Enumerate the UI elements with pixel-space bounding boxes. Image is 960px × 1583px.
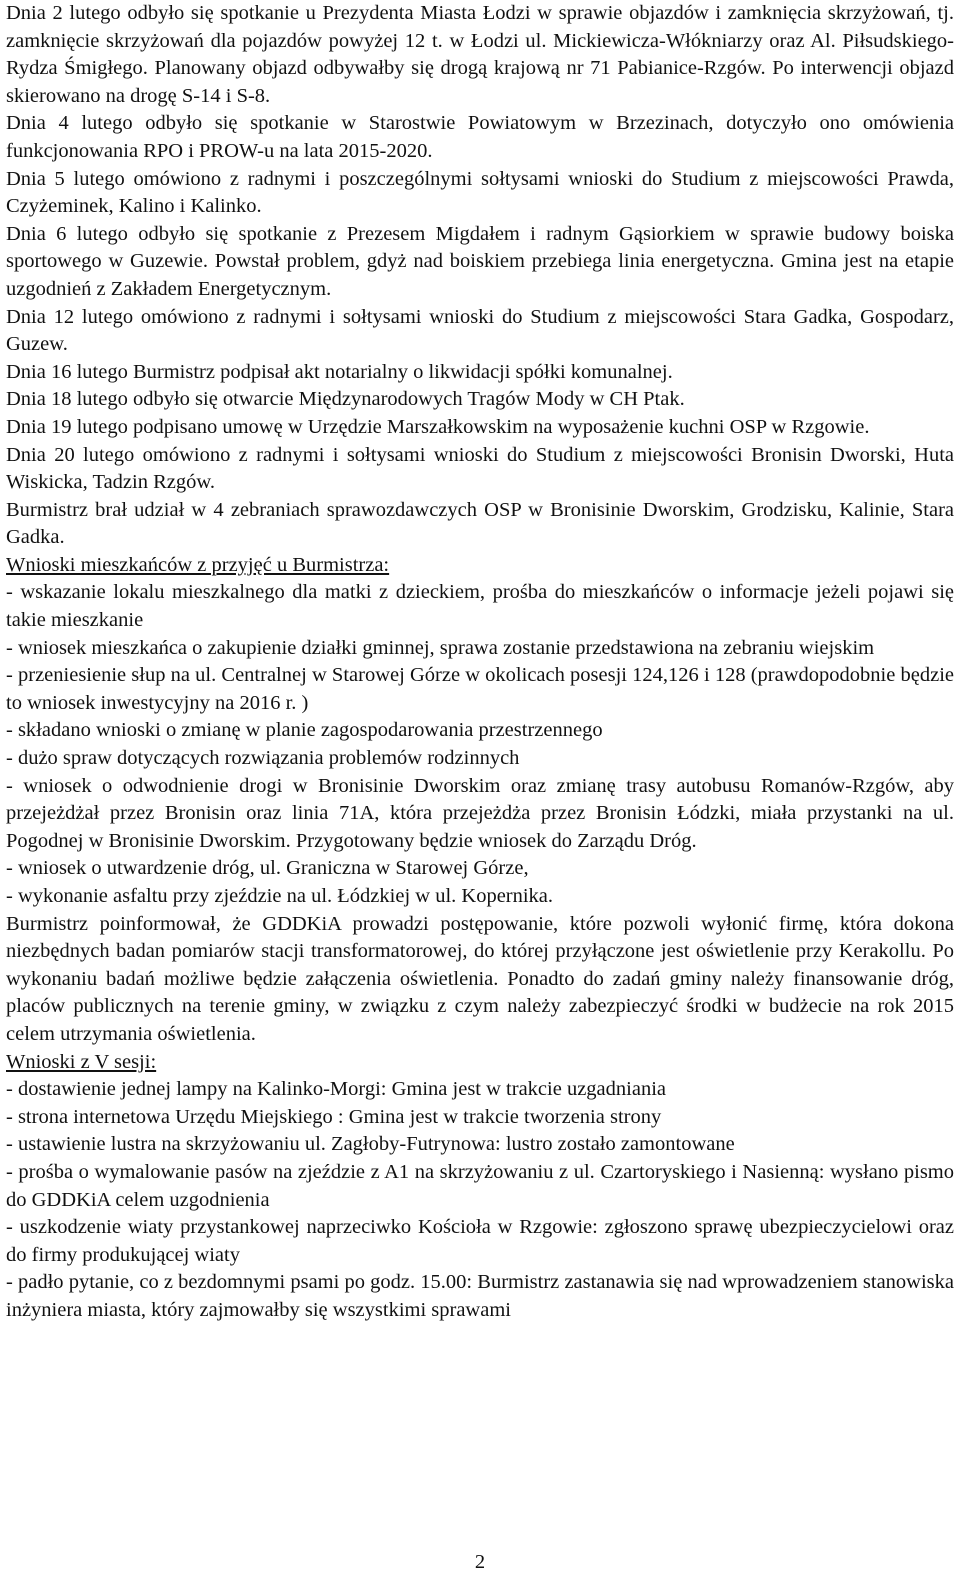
paragraph: Dnia 6 lutego odbyło się spotkanie z Prezesem Migdałem i radnym Gąsiorkiem w sprawie budowy boiska sportowego w Guzewie. Powstał problem, gdyż nad boiskiem przebiega linia energetyczna. Gmina jest na etapie uzgodnień z Zakładem Energetycznym. [6, 222, 954, 300]
list-item: - wykonanie asfaltu przy zjeździe na ul. Łódzkiej w ul. Kopernika. [6, 885, 554, 907]
paragraph: Dnia 12 lutego omówiono z radnymi i sołtysami wnioski do Studium z miejscowości Stara Gadka, Gospodarz, Guzew. [6, 305, 954, 356]
list-item: - wniosek o odwodnienie drogi w Bronisinie Dworskim oraz zmianę trasy autobusu Romanów-Rzgów, aby przejeżdżał przez Bronisin oraz linia 71A, która przejeżdża przez Bronisin Łódzki, miała przystanki na ul. Pogodnej w Bronisinie Dworskim. Przygotowany będzie wniosek do Zarządu Dróg. [6, 774, 954, 852]
list-item: - ustawienie lustra na skrzyżowaniu ul. Zagłoby-Futrynowa: lustro zostało zamontowane [6, 1133, 735, 1156]
list-item: - strona internetowa Urzędu Miejskiego : Gmina jest w trakcie tworzenia strony [6, 1105, 662, 1128]
section-heading-session-requests: Wnioski z V sesji: [6, 1050, 157, 1073]
list-item: - wskazanie lokalu mieszkalnego dla matki z dzieckiem, prośba do mieszkańców o informacje jeżeli pojawi się takie mieszkanie [6, 581, 954, 632]
paragraph: Dnia 4 lutego odbyło się spotkanie w Starostwie Powiatowym w Brzezinach, dotyczyło ono omówienia funkcjonowania RPO i PROW-u na lata 2015-2020. [6, 112, 954, 162]
document-page [6, 0, 954, 1325]
paragraph: Dnia 16 lutego Burmistrz podpisał akt notarialny o likwidacji spółki komunalnej. [6, 360, 673, 383]
list-item: - przeniesienie słup na ul. Centralnej w Starowej Górze w okolicach posesji 124,126 i 128 (prawdopodobnie będzie to wniosek inwestycyjny na 2016 r. ) [6, 664, 954, 714]
paragraph: Dnia 2 lutego odbyło się spotkanie u Prezydenta Miasta Łodzi w sprawie objazdów i zamknięcia skrzyżowań, tj. zamknięcie skrzyżowań dla pojazdów powyżej 12 t. w Łodzi ul. Mickiewicza-Włókniarzy oraz Al. Piłsudskiego- Rydza Śmigłego. Planowany objazd odbywałby się drogą krajową nr 71 Pabianice-Rzgów. Po interwencji objazd skierowano na drogę S-14 i S-8. [6, 2, 954, 107]
paragraph: Burmistrz poinformował, że GDDKiA prowadzi postępowanie, które pozwoli wyłonić firmę, która dokona niezbędnych badan pomiarów stacji transformatorowej, do której przyłączone jest oświetlenie przy Kerakollu. Po wykonaniu badań możliwe będzie załączenia oświetlenia. Ponadto do zadań gminy należy finansowanie dróg, placów publicznych na terenie gminy, w związku z czym należy zabezpieczyć środki w budżecie na rok 2015 celem utrzymania oświetlenia. [6, 912, 954, 1045]
list-item: - uszkodzenie wiaty przystankowej naprzeciwko Kościoła w Rzgowie: zgłoszono sprawę ubezpieczycielowi oraz do firmy produkującej wiaty [6, 1216, 954, 1266]
list-item: - składano wnioski o zmianę w planie zagospodarowania przestrzennego [6, 719, 603, 742]
paragraph: Dnia 20 lutego omówiono z radnymi i sołtysami wnioski do Studium z miejscowości Bronisin Dworski, Huta Wiskicka, Tadzin Rzgów. [6, 443, 954, 494]
paragraph: Dnia 5 lutego omówiono z radnymi i poszczególnymi sołtysami wnioski do Studium z miejscowości Prawda, Czyżeminek, Kalino i Kalinko. [6, 167, 954, 218]
list-item: - dużo spraw dotyczących rozwiązania problemów rodzinnych [6, 747, 520, 770]
section-heading-residents-requests: Wnioski mieszkańców z przyjęć u Burmistrza: [6, 553, 390, 576]
list-item: - prośba o wymalowanie pasów na zjeździe z A1 na skrzyżowaniu z ul. Czartoryskiego i Nasienną: wysłano pismo do GDDKiA celem uzgodnienia [6, 1160, 954, 1211]
paragraph: Burmistrz brał udział w 4 zebraniach sprawozdawczych OSP w Bronisinie Dworskim, Grodzisku, Kalinie, Stara Gadka. [6, 498, 954, 549]
list-item: - dostawienie jednej lampy na Kalinko-Morgi: Gmina jest w trakcie uzgadniania [6, 1078, 666, 1101]
paragraph: Dnia 18 lutego odbyło się otwarcie Międzynarodowych Tragów Mody w CH Ptak. [6, 388, 685, 411]
list-item: - padło pytanie, co z bezdomnymi psami po godz. 15.00: Burmistrz zastanawia się nad wprowadzeniem stanowiska inżyniera miasta, który zajmowałby się wszystkimi sprawami [6, 1271, 954, 1321]
paragraph: Dnia 19 lutego podpisano umowę w Urzędzie Marszałkowskim na wyposażenie kuchni OSP w Rzgowie. [6, 415, 870, 438]
page-number: 2 [474, 1551, 486, 1573]
list-item: - wniosek o utwardzenie dróg, ul. Graniczna w Starowej Górze, [6, 857, 529, 880]
list-item: - wniosek mieszkańca o zakupienie działki gminnej, sprawa zostanie przedstawiona na zebraniu wiejskim [6, 636, 875, 659]
